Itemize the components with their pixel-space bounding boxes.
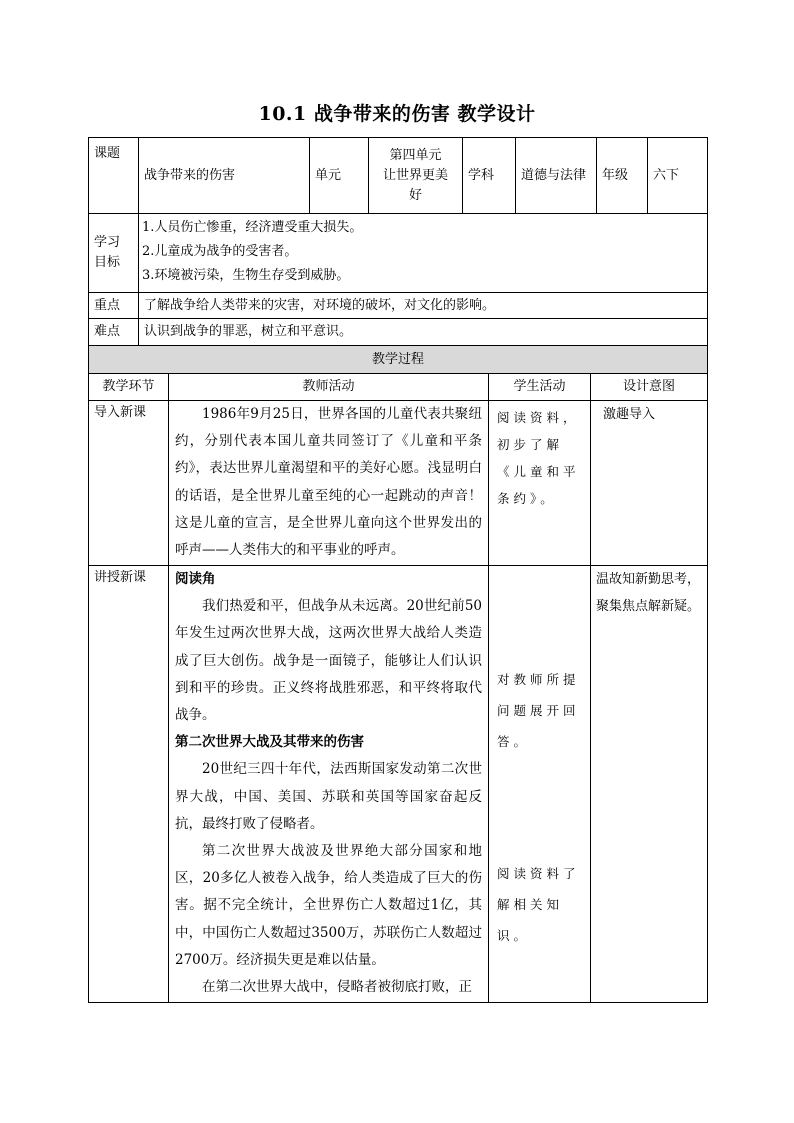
- col-teacher: 教师活动: [169, 374, 489, 401]
- design-lecture: 温故知新勤思考，聚集焦点解新疑。: [591, 566, 708, 1003]
- student-lecture-reading: 阅读资料了解相关知识。: [497, 866, 580, 943]
- col-stage: 教学环节: [89, 374, 169, 401]
- stage-lecture: 讲授新课: [89, 566, 169, 1003]
- label-key-point: 重点: [89, 293, 139, 319]
- label-goals: [89, 214, 139, 293]
- unit-line-1: 第四单元: [389, 147, 442, 163]
- label-unit: 单元: [310, 138, 369, 214]
- label-subject: 学科: [463, 138, 516, 214]
- student-intro: 阅读资料，初步了解《儿童和平条约》。: [489, 401, 591, 566]
- difficult-point-text: 认识到战争的罪恶，树立和平意识。: [139, 319, 708, 346]
- goals-list: [139, 214, 708, 293]
- stage-intro: 导入新课: [89, 401, 169, 566]
- intro-paragraph: 1986年9月25日，世界各国的儿童代表共聚纽约，分别代表本国儿童共同签订了《儿童和平条约》，表达世界儿童渴望和平的美好心愿。浅显明白的话语，是全世界儿童至纯的心一起跳动的声音！这是儿童的宣言，是全世界儿童向这个世界发出的呼声——人类伟大的和平事业的呼声。: [175, 406, 482, 559]
- goal-item: 1.人员伤亡惨重，经济遭受重大损失。: [142, 220, 363, 235]
- unit-line-3: 好: [408, 187, 422, 203]
- label-grade: 年级: [597, 138, 648, 214]
- goal-item: 2.儿童成为战争的受害者。: [142, 244, 298, 259]
- goals-label-2: 目标: [94, 255, 121, 270]
- goals-label-1: 学习: [94, 235, 121, 250]
- key-point-text: 了解战争给人类带来的灾害，对环境的破坏，对文化的影响。: [139, 293, 708, 319]
- lecture-paragraph: 在第二次世界大战中，侵略者被彻底打败，正: [202, 979, 472, 996]
- lecture-paragraph: 20世纪三四十年代，法西斯国家发动第二次世界大战，中国、美国、苏联和英国等国家奋起反抗，最终打败了侵略者。: [175, 761, 482, 832]
- grade-value: 六下: [648, 138, 708, 214]
- lesson-info-table: [88, 137, 708, 346]
- teaching-process-table: [88, 345, 708, 1003]
- document-title: 10.1 战争带来的伤害 教学设计: [258, 103, 536, 125]
- lecture-paragraph: 我们热爱和平，但战争从未远离。20世纪前50年发生过两次世界大战，这两次世界大战给人类造成了巨大创伤。战争是一面镜子，能够让人们认识到和平的珍贵。正义终将战胜邪恶，和平终将取代战争。: [175, 598, 482, 724]
- col-student: 学生活动: [489, 374, 591, 401]
- design-intro: 激趣导入: [591, 401, 708, 566]
- teacher-intro: [169, 401, 489, 566]
- student-lecture: [489, 566, 591, 1003]
- col-design: 设计意图: [591, 374, 708, 401]
- teacher-lecture: [169, 566, 489, 1003]
- ww2-heading: 第二次世界大战及其带来的伤害: [175, 734, 364, 751]
- topic-value: 战争带来的伤害: [139, 138, 310, 214]
- process-header: 教学过程: [89, 346, 708, 374]
- label-difficult-point: 难点: [89, 319, 139, 346]
- student-lecture-answer: 对教师所提问题展开回答。: [497, 672, 580, 749]
- lecture-paragraph: 第二次世界大战波及世界绝大部分国家和地区，20多亿人被卷入战争，给人类造成了巨大的伤害。据不完全统计，全世界伤亡人数超过1亿，其中，中国伤亡人数超过3500万，苏联伤亡人数超过2700万。经济损失更是难以估量。: [175, 843, 482, 968]
- label-topic: 课题: [89, 138, 139, 214]
- unit-value: [369, 138, 463, 214]
- subject-value: 道德与法律: [516, 138, 597, 214]
- reading-corner-heading: 阅读角: [175, 571, 216, 587]
- unit-line-2: 让世界更美: [382, 167, 448, 183]
- goal-item: 3.环境被污染，生物生存受到威胁。: [142, 268, 350, 283]
